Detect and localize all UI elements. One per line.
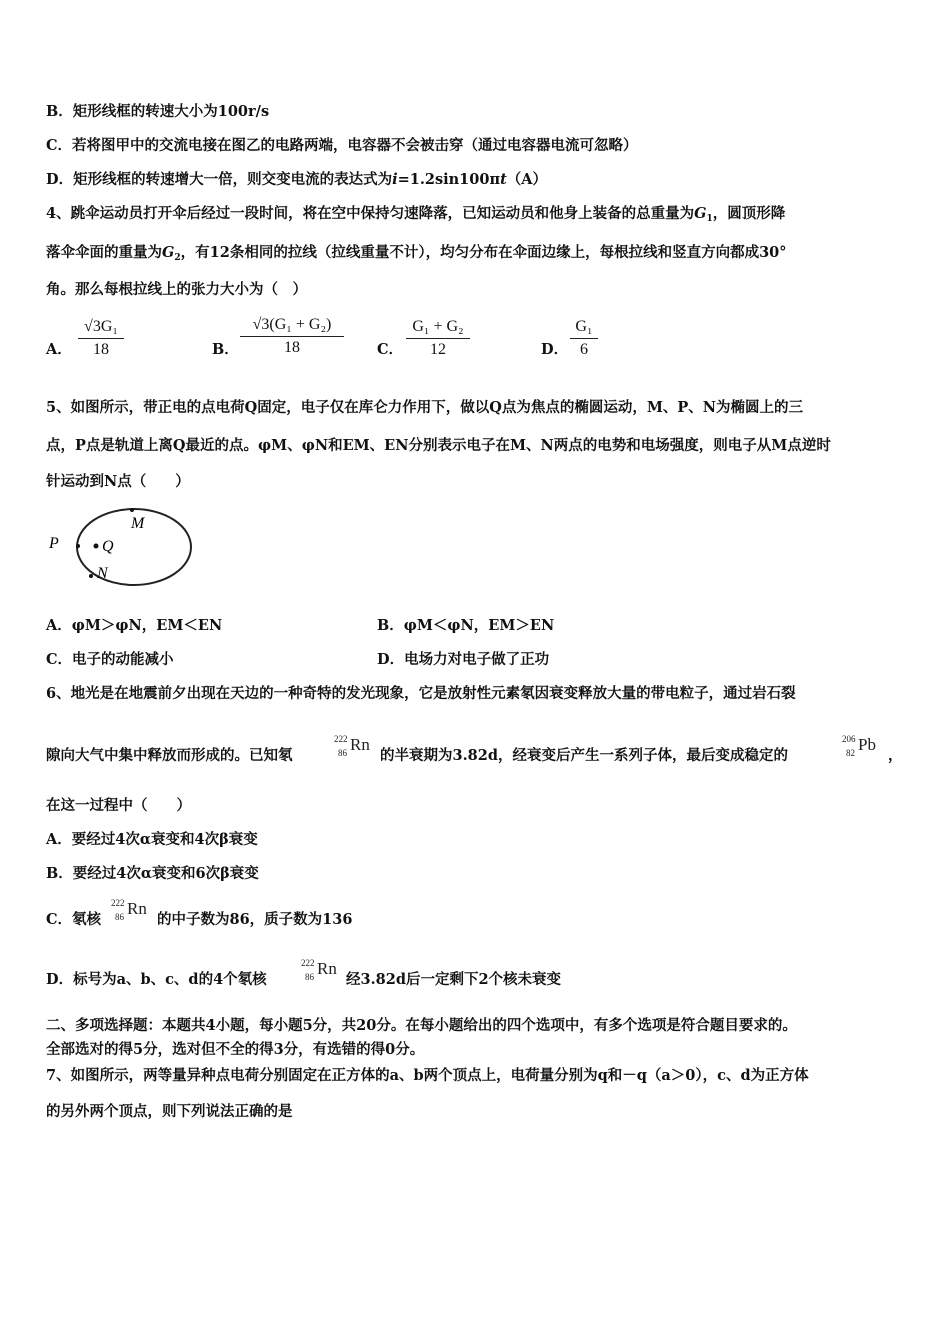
q5-option-c: C．电子的动能减小 (46, 651, 174, 668)
q4-option-a-label: A． (46, 341, 72, 358)
label-p: P (49, 535, 59, 552)
q6-option-c-b: 的中子数为86，质子数为136 (157, 911, 353, 928)
q3-option-d: D．矩形线框的转速增大一倍，则交变电流的表达式为i=1.2sin100πt（A） (46, 171, 548, 188)
q4-stem-line1: 4、跳伞运动员打开伞后经过一段时间，将在空中保持匀速降落，已知运动员和他身上装备的总重量为$G_1$，圆顶形降 (46, 205, 786, 224)
q6-option-a: A．要经过4次α衰变和4次β衰变 (46, 831, 258, 848)
q6-option-b: B．要经过4次α衰变和6次β衰变 (46, 865, 259, 882)
q4-option-a-fraction: $\frac{\text{√3G₁}}{18}$ (78, 318, 124, 359)
q6-stem-line1: 6、地光是在地震前夕出现在天边的一种奇特的发光现象，它是放射性元素氡因衰变释放大量的带电粒子，通过岩石裂 (46, 685, 796, 702)
radon-nuclide-option-c: 222 86 Rn (111, 898, 147, 922)
q5-option-a: A．φM＞φN，EM＜EN (46, 617, 223, 634)
q4-option-d-label: D． (541, 341, 569, 358)
q5-option-b: B．φM＜φN，EM＞EN (377, 617, 555, 634)
q4-option-d-fraction: $\frac{\text{G₁}}{6}$ (570, 318, 598, 359)
q4-option-c-label: C． (377, 341, 404, 358)
q7-stem-line1: 7、如图所示，两等量异种点电荷分别固定在正方体的a、b两个顶点上，电荷量分别为q和－q（a＞0），c、d为正方体 (46, 1067, 809, 1084)
q5-stem-line2: 点，P点是轨道上离Q最近的点。φM、φN和EM、EN分别表示电子在M、N两点的电势和电场强度，则电子从M点逆时 (46, 437, 831, 454)
label-n: N (97, 565, 108, 582)
section2-heading-line2: 全部选对的得5分，选对但不全的得3分，有选错的得0分。 (46, 1041, 425, 1058)
q6-option-d-b: 经3.82d后一定剩下2个核未衰变 (346, 971, 562, 988)
q5-option-d: D．电场力对电子做了正功 (377, 651, 550, 668)
q6-option-c-a: C．氡核 (46, 911, 102, 928)
q5-ellipse-figure (44, 502, 200, 592)
q4-stem-line2: 落伞伞面的重量为$G_2$，有12条相同的拉线（拉线重量不计），均匀分布在伞面边缘上，每根拉线和竖直方向都成30° (46, 244, 787, 263)
q3-option-b: B．矩形线框的转速大小为100r/s (46, 103, 270, 120)
q5-stem-line3: 针运动到N点（ ） (46, 473, 190, 490)
point-n-dot (89, 574, 93, 578)
q4-option-b-label: B． (212, 341, 239, 358)
q7-stem-line2: 的另外两个顶点，则下列说法正确的是 (46, 1103, 293, 1120)
charge-q-dot (94, 544, 99, 549)
q5-stem-line1: 5、如图所示，带正电的点电荷Q固定，电子仅在库仑力作用下，做以Q点为焦点的椭圆运动，M、P、N为椭圆上的三 (46, 399, 804, 416)
label-q: Q (102, 538, 114, 555)
q6-stem-line2-c: ， (888, 747, 903, 764)
q4-stem-line3: 角。那么每根拉线上的张力大小为（ ） (46, 281, 307, 298)
radon-nuclide: 222 86 Rn (334, 734, 370, 758)
label-m: M (131, 515, 145, 532)
point-m-dot (130, 508, 134, 512)
radon-nuclide-option-d: 222 86 Rn (301, 958, 337, 982)
point-p-dot (76, 544, 80, 548)
q4-option-c-fraction: $\frac{\text{G₁ + G₂}}{12}$ (406, 318, 470, 359)
q6-stem-line3: 在这一过程中（ ） (46, 797, 191, 814)
lead-nuclide: 206 82 Pb (842, 734, 876, 758)
q4-option-b-fraction: $\frac{\text{√3(G₁ + G₂)}}{18}$ (240, 316, 344, 357)
section2-heading-line1: 二、多项选择题：本题共4小题，每小题5分，共20分。在每小题给出的四个选项中，有多个选项是符合题目要求的。 (46, 1017, 797, 1034)
q6-option-d-a: D．标号为a、b、c、d的4个氡核 (46, 971, 267, 988)
q6-stem-line2-b: 的半衰期为3.82d，经衰变后产生一系列子体，最后变成稳定的 (380, 747, 788, 764)
q6-stem-line2-a: 隙向大气中集中释放而形成的。已知氡 (46, 747, 293, 764)
q3-option-c: C．若将图甲中的交流电接在图乙的电路两端，电容器不会被击穿（通过电容器电流可忽略） (46, 137, 638, 154)
